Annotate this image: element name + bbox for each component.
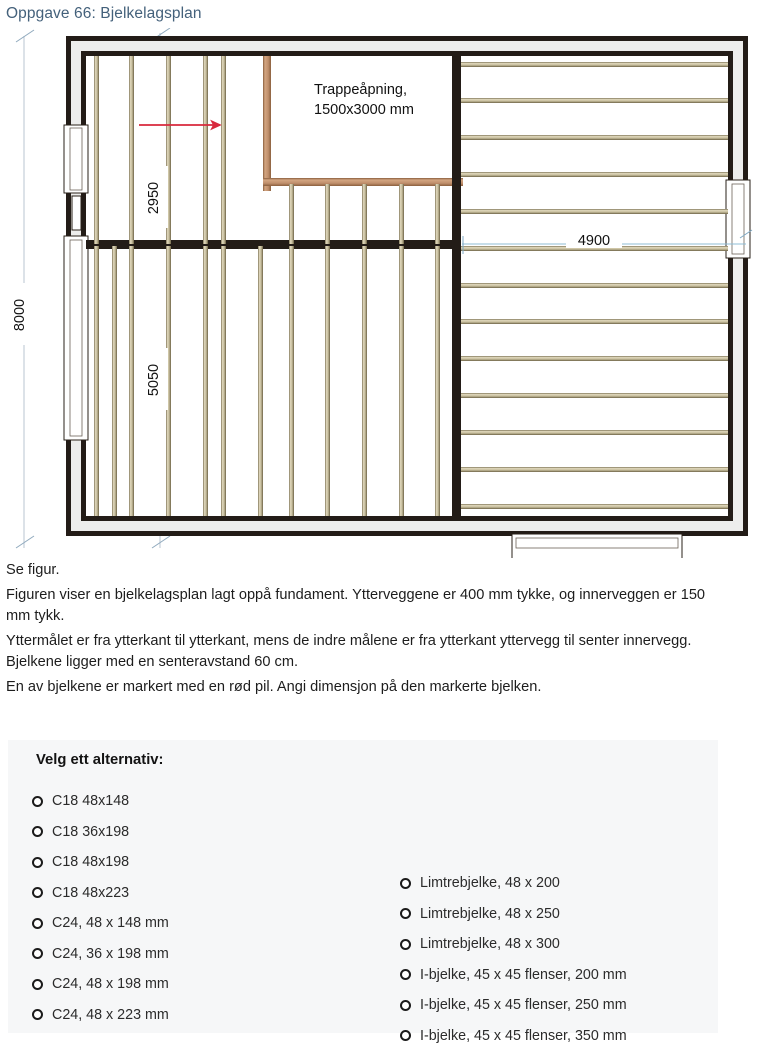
radio-icon[interactable] <box>32 857 43 868</box>
option-label: I-bjelke, 45 x 45 flenser, 200 mm <box>420 967 627 983</box>
dimension-8000 <box>12 283 32 345</box>
description-line-3: Yttermålet er fra ytterkant til ytterkant, mens de indre målene er fra ytterkant yttervegg til senter innervegg. Bjelkene ligger med en senteravstand 60 cm. <box>6 631 706 674</box>
radio-icon[interactable] <box>32 1009 43 1020</box>
svg-text:5050: 5050 <box>146 364 162 396</box>
option-c24-36x198[interactable] <box>32 939 169 970</box>
option-label: C24, 48 x 198 mm <box>52 976 169 992</box>
option-label: Limtrebjelke, 48 x 250 <box>420 906 560 922</box>
radio-icon[interactable] <box>32 796 43 807</box>
description-line-2: Figuren viser en bjelkelagsplan lagt oppå fundament. Ytterveggene er 400 mm tykke, og innerveggen er 150 mm tykk. <box>6 585 706 628</box>
option-c24-48x223[interactable] <box>32 1000 169 1031</box>
radio-icon[interactable] <box>32 948 43 959</box>
window-left-upper <box>64 125 88 193</box>
inner-wall-vertical <box>452 56 461 516</box>
option-c18-48x223[interactable] <box>32 878 169 909</box>
svg-text:2950: 2950 <box>146 182 162 214</box>
dimension-2950 <box>146 166 168 228</box>
stair-opening-label-line2: 1500x3000 mm <box>314 102 414 118</box>
description-line-4: En av bjelkene er markert med en rød pil. Angi dimensjon på den markerte bjelken. <box>6 677 706 699</box>
description-line-1: Se figur. <box>6 560 706 582</box>
radio-icon[interactable] <box>32 979 43 990</box>
option-label: C24, 48 x 223 mm <box>52 1007 169 1023</box>
option-label: C24, 48 x 148 mm <box>52 915 169 931</box>
option-limtrebjelke-48x250[interactable] <box>400 899 627 930</box>
window-left-lower <box>64 236 88 440</box>
option-label: C18 48x223 <box>52 885 129 901</box>
answer-heading: Velg ett alternativ: <box>36 752 163 768</box>
option-label: Limtrebjelke, 48 x 300 <box>420 936 560 952</box>
option-label: C18 48x148 <box>52 793 129 809</box>
page-title: Oppgave 66: Bjelkelagsplan <box>6 5 202 23</box>
answer-options-panel <box>8 740 718 1033</box>
question-description <box>6 560 706 701</box>
option-c18-36x198[interactable] <box>32 817 169 848</box>
option-ibjelke-350[interactable] <box>400 1021 627 1051</box>
radio-icon[interactable] <box>400 908 411 919</box>
option-label: C24, 36 x 198 mm <box>52 946 169 962</box>
radio-icon[interactable] <box>400 969 411 980</box>
radio-icon[interactable] <box>32 918 43 929</box>
option-label: I-bjelke, 45 x 45 flenser, 350 mm <box>420 1028 627 1044</box>
option-limtrebjelke-48x200[interactable] <box>400 868 627 899</box>
option-c18-48x148[interactable] <box>32 786 169 817</box>
floor-plan-figure <box>0 28 774 558</box>
option-ibjelke-200[interactable] <box>400 960 627 991</box>
inner-wall <box>86 240 454 249</box>
radio-icon[interactable] <box>32 887 43 898</box>
option-label: I-bjelke, 45 x 45 flenser, 250 mm <box>420 997 627 1013</box>
dimension-5050 <box>146 348 168 410</box>
window-right <box>726 180 750 258</box>
answer-column-right <box>400 868 627 1051</box>
door-bottom <box>512 534 682 558</box>
svg-text:8000: 8000 <box>12 299 28 331</box>
radio-icon[interactable] <box>400 1000 411 1011</box>
radio-icon[interactable] <box>400 1030 411 1041</box>
option-c24-48x148[interactable] <box>32 908 169 939</box>
option-c24-48x198[interactable] <box>32 969 169 1000</box>
svg-text:4900: 4900 <box>578 233 610 249</box>
radio-icon[interactable] <box>400 878 411 889</box>
answer-column-left <box>32 786 169 1030</box>
radio-icon[interactable] <box>400 939 411 950</box>
stair-opening-label-line1: Trappeåpning, <box>314 82 407 98</box>
option-ibjelke-250[interactable] <box>400 990 627 1021</box>
option-label: C18 36x198 <box>52 824 129 840</box>
option-limtrebjelke-48x300[interactable] <box>400 929 627 960</box>
radio-icon[interactable] <box>32 826 43 837</box>
option-label: C18 48x198 <box>52 854 129 870</box>
option-label: Limtrebjelke, 48 x 200 <box>420 875 560 891</box>
option-c18-48x198[interactable] <box>32 847 169 878</box>
